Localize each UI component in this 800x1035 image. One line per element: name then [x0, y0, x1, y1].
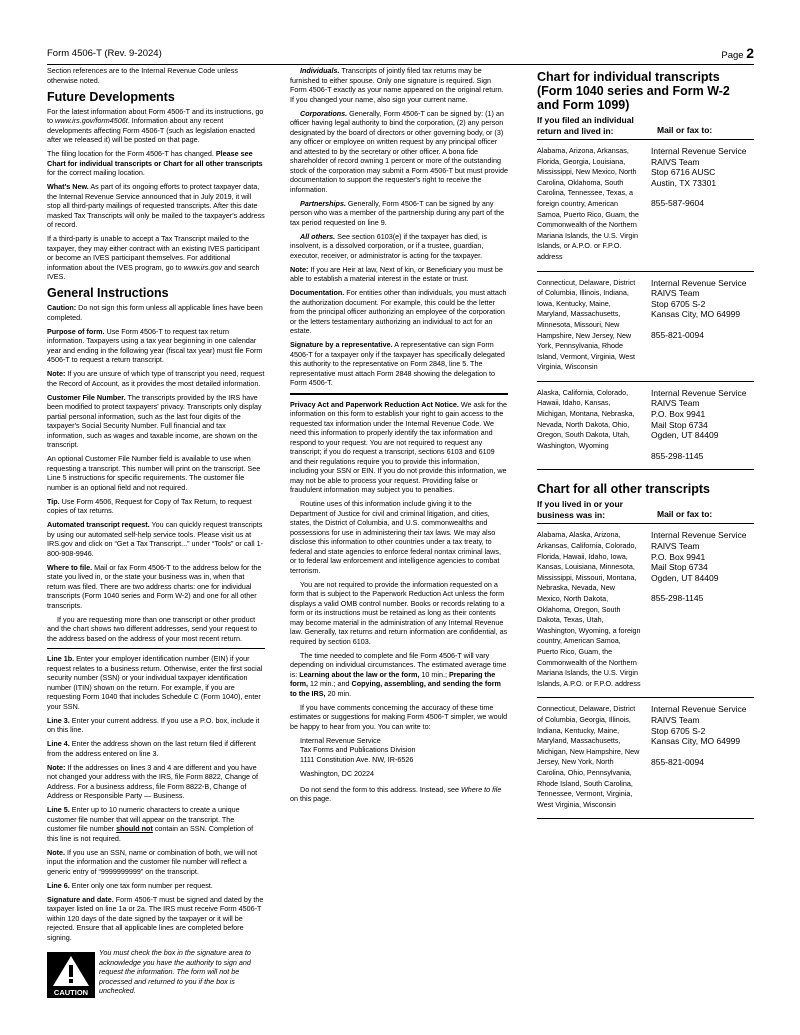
time-estimate-text: The time needed to complete and file Form 4506-T will vary depending on individual circumstances. The estimated average time is: Learning about the law or the form, 10 min.; Preparing the form, 12 min.; and Copying, assembling, and sending the form to the IRS, 20 min. [290, 650, 507, 698]
column-middle [290, 66, 508, 808]
chart-address: Internal Revenue Service RAIVS Team Stop 6705 S-2 Kansas City, MO 64999 855-821-0094 [651, 277, 747, 340]
chart-phone: 855-587-9604 [651, 198, 704, 209]
page-header [47, 46, 754, 65]
note-record-text: Note: If you are unsure of which type of transcript you need, request the Record of Account, as it provides the most detailed information. [47, 369, 265, 388]
line-3-text: Line 3. Enter your current address. If you use a P.O. box, include it on this line. [47, 715, 260, 734]
corporations-text: Corporations. Generally, Form 4506-T can be signed by: (1) an officer having legal authority to bind the corporation, (2) any person designated by the board of directors or other governing body, or (3) any officer or employee on written request by any principal officer and attested to by the secretary or other officer. A bona fide shareholder of record owning 1 percent or more of the outstanding stock of the corporation may submit a Form 4506-T but must provide documentation to support the requester's right to receive the information. [290, 108, 508, 194]
form-label: Form 4506-T (Rev. 9-2024) [47, 48, 162, 59]
automated-request-text: Automated transcript request. You can quickly request transcripts by using our automated self-help service tools. Please visit us at IRS.gov and click on “Get a Tax Transcript...” under “Tools” or call 1-800-908-9946. [47, 520, 263, 558]
representative-text: Signature by a representative. A representative can sign Form 4506-T for a taxpayer only if the taxpayer has specifically delegated this authority to the representative on Form 2848, line 5. The representative must attach Form 2848 showing the delegation to Form 4506-T. [290, 340, 505, 387]
chart-states: Alaska, California, Colorado, Hawaii, Idaho, Kansas, Michigan, Montana, Nebraska, Nevada, North Dakota, Ohio, Oregon, South Dakota, Utah, Washington, Wyoming [537, 387, 635, 450]
customer-file-number-text: Customer File Number. The transcripts provided by the IRS have been modified to protect taxpayers' privacy. Transcripts only display partial personal information, such as the last four digits of the taxpayer's Social Security Number. Full financial and tax information, such as wages and taxable income, are shown on the transcript. [47, 392, 262, 449]
chart-phone: 855-821-0094 [651, 329, 704, 340]
chart-row [537, 698, 754, 819]
column-right [537, 66, 754, 819]
individuals-text: Individuals. Transcripts of jointly filed tax returns may be furnished to either spouse. Only one signature is required. Sign Form 4506-T exactly as your name appeared on the original return. If you changed your name, also sign your current name. [290, 66, 504, 104]
irs-url-link[interactable]: www.irs.gov [183, 262, 222, 272]
do-not-send-text: Do not send the form to this address. Instead, see Where to file on this page. [290, 784, 502, 803]
privacy-act-text: Privacy Act and Paperwork Reduction Act Notice. We ask for the information on this form to establish your right to gain access to the requested tax information under the Internal Revenue Code. We need this information to properly identify the tax information and respond to your request. You are not required to request any transcript; if you do request a transcript, sections 6103 and 6109 and their regulations require you to provide this information, including your SSN or EIN. If you do not provide this information, we may not be able to process your request. Providing false or fraudulent information may subject you to penalties. [290, 399, 508, 494]
note-address-text: Note: If the addresses on lines 3 and 4 are different and you have not changed your address with the IRS, file Form 8822, Change of Address. For a business address, file Form 8822-B, Change of Address or Responsible Party — Business. [47, 762, 258, 800]
chart-states: Connecticut, Delaware, District of Columbia, Georgia, Illinois, Indiana, Kentucky, Maine, Maryland, Massachusetts, Michigan, New Hampshire, New Jersey, New York, North Carolina, Ohio, Pennsylvania, Rhode Island, South Carolina, Tennessee, Vermont, Virginia, West Virginia, Wisconsin [537, 704, 640, 809]
line-1b-text: Line 1b. Enter your employer identification number (EIN) if your request relates to a business return. Otherwise, enter the first social security number (SSN) or your individual taxpayer identification number (ITIN) shown on the return. For example, if you are requesting Form 1040 that includes Schedule C (Form 1040), enter your SSN. [47, 654, 263, 711]
divider [47, 648, 265, 649]
chart-states: Alabama, Alaska, Arizona, Arkansas, California, Colorado, Florida, Hawaii, Idaho, Iowa, Kansas, Louisiana, Minnesota, Mississippi, Missouri, Montana, Nebraska, Nevada, New Mexico, North Dakota, Oklahoma, Oregon, South Dakota, Texas, Utah, Washington, Wyoming, a foreign country, American Samoa, Puerto Rico, Guam, the Commonwealth of the Northern Mariana Islands, the U.S. Virgin Islands, A.P.O. or F.P.O. address [537, 530, 641, 688]
chart-individual-title: Chart for individual transcripts (Form 1040 series and Form W-2 and Form 1099) [537, 70, 730, 112]
chart-other-header: If you lived in or your business was in: Mail or fax to: [537, 499, 754, 524]
page-number: Page 2 [721, 45, 754, 61]
caution-box-text: You must check the box in the signature area to acknowledge you have the authority to sign and request the information. The form will not be processed and returned to you if the box is unchecked. [99, 948, 251, 995]
future-text: For the latest information about Form 4506-T and its instructions, go to www.irs.gov/form4506t. Information about any recent developments affecting Form 4506-T (such as legislation enacted after we released it) will be posted on that page. [47, 106, 264, 144]
purpose-text: Purpose of form. Use Form 4506-T to request tax return information. Taxpayers using a tax year beginning in one calendar year and ending in the following year (fiscal tax year) must file Form 4506-T to request a return transcript. [47, 326, 263, 364]
chart-address: Internal Revenue Service RAIVS Team P.O. Box 9941 Mail Stop 6734 Ogden, UT 84409 855-298-1145 [651, 387, 747, 461]
line-4-text: Line 4. Enter the address shown on the last return filed if different from the address entered on line 3. [47, 739, 256, 758]
form-url-link[interactable]: www.irs.gov/form4506t [55, 116, 128, 125]
chart-phone: 855-298-1145 [651, 450, 704, 461]
line-6-text: Line 6. Enter only one tax form number per request. [47, 880, 213, 890]
routine-uses-text: Routine uses of this information include giving it to the Department of Justice for civil and criminal litigation, and cities, states, the District of Columbia, and U.S. commonwealths and possessions for use in administering their tax laws. We may also disclose this information to other countries under a tax treaty, to federal and state agencies to enforce federal nontax criminal laws, or to federal law enforcement and intelligence agencies to combat terrorism. [290, 499, 501, 575]
chart-row [537, 272, 754, 382]
chart-row [537, 524, 754, 698]
caution-box [47, 948, 265, 1004]
comments-text: If you have comments concerning the accuracy of these time estimates or suggestions for making Form 4506-T simpler, we would be happy to hear from you. You can write to: [290, 702, 508, 731]
heir-note-text: Note: If you are Heir at law, Next of kin, or Beneficiary you must be able to establish a material interest in the estate or trust. [290, 264, 503, 283]
partnerships-text: Partnerships. Generally, Form 4506-T can be signed by any person who was a member of the partnership during any part of the tax period requested on line 9. [290, 198, 505, 227]
intro-text: Section references are to the Internal Revenue Code unless otherwise noted. [47, 66, 238, 85]
caution-icon [47, 952, 95, 998]
filing-location-text: The filing location for the Form 4506-T has changed. Please see Chart for individual transcripts or Chart for all other transcripts for the correct mailing location. [47, 149, 263, 177]
chart-row [537, 140, 754, 272]
future-developments-heading: Future Developments [47, 89, 175, 104]
ives-text: If a third-party is unable to accept a Tax Transcript mailed to the taxpayer, they may either contract with an existing IVES participant or become an IVES participant themselves. For additional information about the IVES program, go to www.irs.gov and search IVES. [47, 234, 260, 281]
column-left [47, 66, 265, 1004]
whats-new-text: What's New. As part of its ongoing efforts to protect taxpayer data, the Internal Revenue Service announced that in July 2019, it will stop all third-party mailings of requested transcripts. After this date masked Tax Transcripts will only be mailed to the taxpayer's address of record. [47, 182, 265, 229]
chart-states: Connecticut, Delaware, District of Columbia, Illinois, Indiana, Iowa, Kentucky, Maine, Maryland, Massachusetts, Minnesota, Missouri, New Hampshire, New Jersey, New York, Pennsylvania, Rhode Island, Vermont, Virginia, West Virginia, Wisconsin [537, 277, 636, 372]
documentation-text: Documentation. For entities other than individuals, you must attach the authorization document. For example, this could be the letter from the principal officer authorizing an employee of the corporation or the letters testamentary authorizing an individual to act for an estate. [290, 288, 507, 335]
chart-other-title: Chart for all other transcripts [537, 482, 710, 497]
note-ssn-text: Note. If you use an SSN, name or combination of both, we will not input the information and the customer file number will reflect a generic entry of “9999999999” on the transcript. [47, 847, 258, 876]
irs-mailing-address: Internal Revenue Service Tax Forms and Publications Division 1111 Constitution Ave. NW, IR-6526 Washington, DC 20224 [300, 735, 416, 778]
chart-address: Internal Revenue Service RAIVS Team Stop 6716 AUSC Austin, TX 73301 855-587-9604 [651, 146, 747, 209]
chart-phone: 855-298-1145 [651, 593, 704, 604]
line-5-text: Line 5. Enter up to 10 numeric characters to create a unique customer file number that will appear on the transcript. The customer file number should not contain an SSN. Completion of this line is not required. [47, 805, 254, 843]
where-to-file-text: Where to file. Mail or fax Form 4506-T to the address below for the state you lived in, or the state your business was in, when that return was filed. There are two address charts: one for individual transcripts (Form 1040 series and Form W-2) and one for all other transcripts. [47, 562, 262, 610]
optional-cfn-text: An optional Customer File Number field is available to use when requesting a transcript. This number will print on the transcript. See Line 5 instructions for specific requirements. The customer file number is an optional field and not required. [47, 454, 261, 492]
general-instructions-heading: General Instructions [47, 286, 169, 300]
all-others-text: All others. See section 6103(e) if the taxpayer has died, is insolvent, is a dissolved corporation, or if a trustee, guardian, executor, receiver, or administrator is acting for the taxpayer. [290, 231, 487, 260]
chart-states: Alabama, Arizona, Arkansas, Florida, Georgia, Louisiana, Mississippi, New Mexico, North Carolina, Oklahoma, South Carolina, Tennessee, Texas, a foreign country, American Samoa, Puerto Rico, Guam, the Commonwealth of the Northern Mariana Islands, the U.S. Virgin Islands, or A.P.O. or F.P.O. address [537, 146, 639, 261]
chart-address: Internal Revenue Service RAIVS Team Stop 6705 S-2 Kansas City, MO 64999 855-821-0094 [651, 704, 747, 767]
signature-text: Signature and date. Form 4506-T must be signed and dated by the taxpayer listed on line 1a or 2a. The IRS must receive Form 4506-T within 120 days of the date signed by the taxpayer or it will be rejected. Ensure that all applicable lines are completed before signing. [47, 894, 264, 942]
more-than-one-text: If you are requesting more than one transcript or other product and the chart shows two different addresses, send your request to the address based on the address of your most recent return. [47, 614, 258, 643]
divider [290, 393, 508, 395]
caution-icon-label: CAUTION [53, 988, 89, 997]
chart-individual-header: If you filed an individual return and lived in: Mail or fax to: [537, 115, 754, 140]
caution-text: Caution: Do not sign this form unless all applicable lines have been completed. [47, 303, 263, 322]
chart-row [537, 382, 754, 471]
not-required-text: You are not required to provide the information requested on a form that is subject to the Paperwork Reduction Act unless the form displays a valid OMB control number. Books or records relating to a form or its instructions must be retained as long as their contents may become material in the administration of any Internal Revenue law. Generally, tax returns and return information are confidential, as required by section 6103. [290, 579, 508, 646]
tip-text: Tip. Use Form 4506, Request for Copy of Tax Return, to request copies of tax returns. [47, 496, 252, 515]
chart-address: Internal Revenue Service RAIVS Team P.O. Box 9941 Mail Stop 6734 Ogden, UT 84409 855-298-1145 [651, 530, 747, 604]
chart-phone: 855-821-0094 [651, 756, 704, 767]
